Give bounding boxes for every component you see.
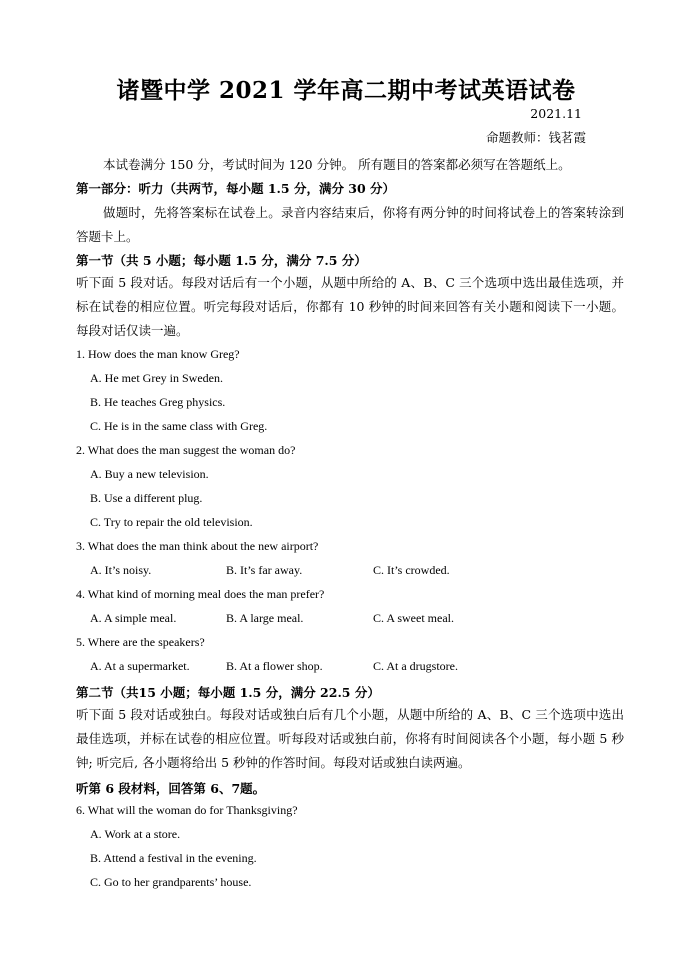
part1-description: 做题时，先将答案标在试卷上。录音内容结束后，你将有两分钟的时间将试卷上的答案转涂到答题卡上。 xyxy=(76,205,624,244)
question-4-option-b: B. A large meal. xyxy=(226,611,304,625)
question-3-option-c: C. It’s crowded. xyxy=(373,563,450,577)
question-1-option-c: C. He is in the same class with Greg. xyxy=(90,419,268,433)
section1-description: 听下面 5 段对话。每段对话后有一个小题，从题中所给的 A、B、C 三个选项中选出最佳选项，并标在试卷的相应位置。听完每段对话后，你都有 10 秒钟的时间来回答有关小题和阅读下一小题。每段对话仅读一遍。 xyxy=(76,275,624,338)
question-4: 4. What kind of morning meal does the man prefer? xyxy=(76,587,325,601)
exam-rules: 本试卷满分 150 分，考试时间为 120 分钟。 所有题目的答案都必须写在答题纸上。 xyxy=(103,157,571,172)
exam-date: 2021.11 xyxy=(530,106,582,121)
section2-title: 第二节（共15 小题；每小题 1.5 分，满分 22.5 分） xyxy=(76,685,380,700)
question-1-option-b: B. He teaches Greg physics. xyxy=(90,395,226,409)
question-6-option-c: C. Go to her grandparents’ house. xyxy=(90,875,252,889)
section2-description: 听下面 5 段对话或独白。每段对话或独白后有几个小题，从题中所给的 A、B、C 三个选项中选出最佳选项，并标在试卷的相应位置。听每段对话或独白前，你将有时间阅读各个小题，每小题 5 秒钟; 听完后, 各小题将给出 5 秒钟的作答时间。每段对话或独白读两遍。 xyxy=(76,707,624,770)
question-3-option-b: B. It’s far away. xyxy=(226,563,303,577)
material-6-title: 听第 6 段材料，回答第 6、7题。 xyxy=(76,781,266,796)
question-5-option-a: A. At a supermarket. xyxy=(90,659,190,673)
question-1-option-a: A. He met Grey in Sweden. xyxy=(90,371,223,385)
question-5: 5. Where are the speakers? xyxy=(76,635,205,649)
question-6-option-b: B. Attend a festival in the evening. xyxy=(90,851,257,865)
part1-title: 第一部分：听力（共两节，每小题 1.5 分，满分 30 分） xyxy=(76,181,396,196)
question-6: 6. What will the woman do for Thanksgiving? xyxy=(76,803,298,817)
section1-title: 第一节（共 5 小题；每小题 1.5 分，满分 7.5 分） xyxy=(76,253,367,268)
question-1: 1. How does the man know Greg? xyxy=(76,347,240,361)
question-6-option-a: A. Work at a store. xyxy=(90,827,181,841)
question-5-option-c: C. At a drugstore. xyxy=(373,659,458,673)
question-2-option-b: B. Use a different plug. xyxy=(90,491,203,505)
question-2: 2. What does the man suggest the woman do? xyxy=(76,443,296,457)
exam-title: 诸暨中学 2021 学年高二期中考试英语试卷 xyxy=(116,77,576,104)
question-3: 3. What does the man think about the new airport? xyxy=(76,539,319,553)
question-3-option-a: A. It’s noisy. xyxy=(90,563,152,577)
exam-teacher: 命题教师：钱茗霞 xyxy=(485,130,586,145)
question-4-option-c: C. A sweet meal. xyxy=(373,611,454,625)
question-2-option-a: A. Buy a new television. xyxy=(90,467,209,481)
question-4-option-a: A. A simple meal. xyxy=(90,611,177,625)
question-2-option-c: C. Try to repair the old television. xyxy=(90,515,253,529)
question-5-option-b: B. At a flower shop. xyxy=(226,659,323,673)
